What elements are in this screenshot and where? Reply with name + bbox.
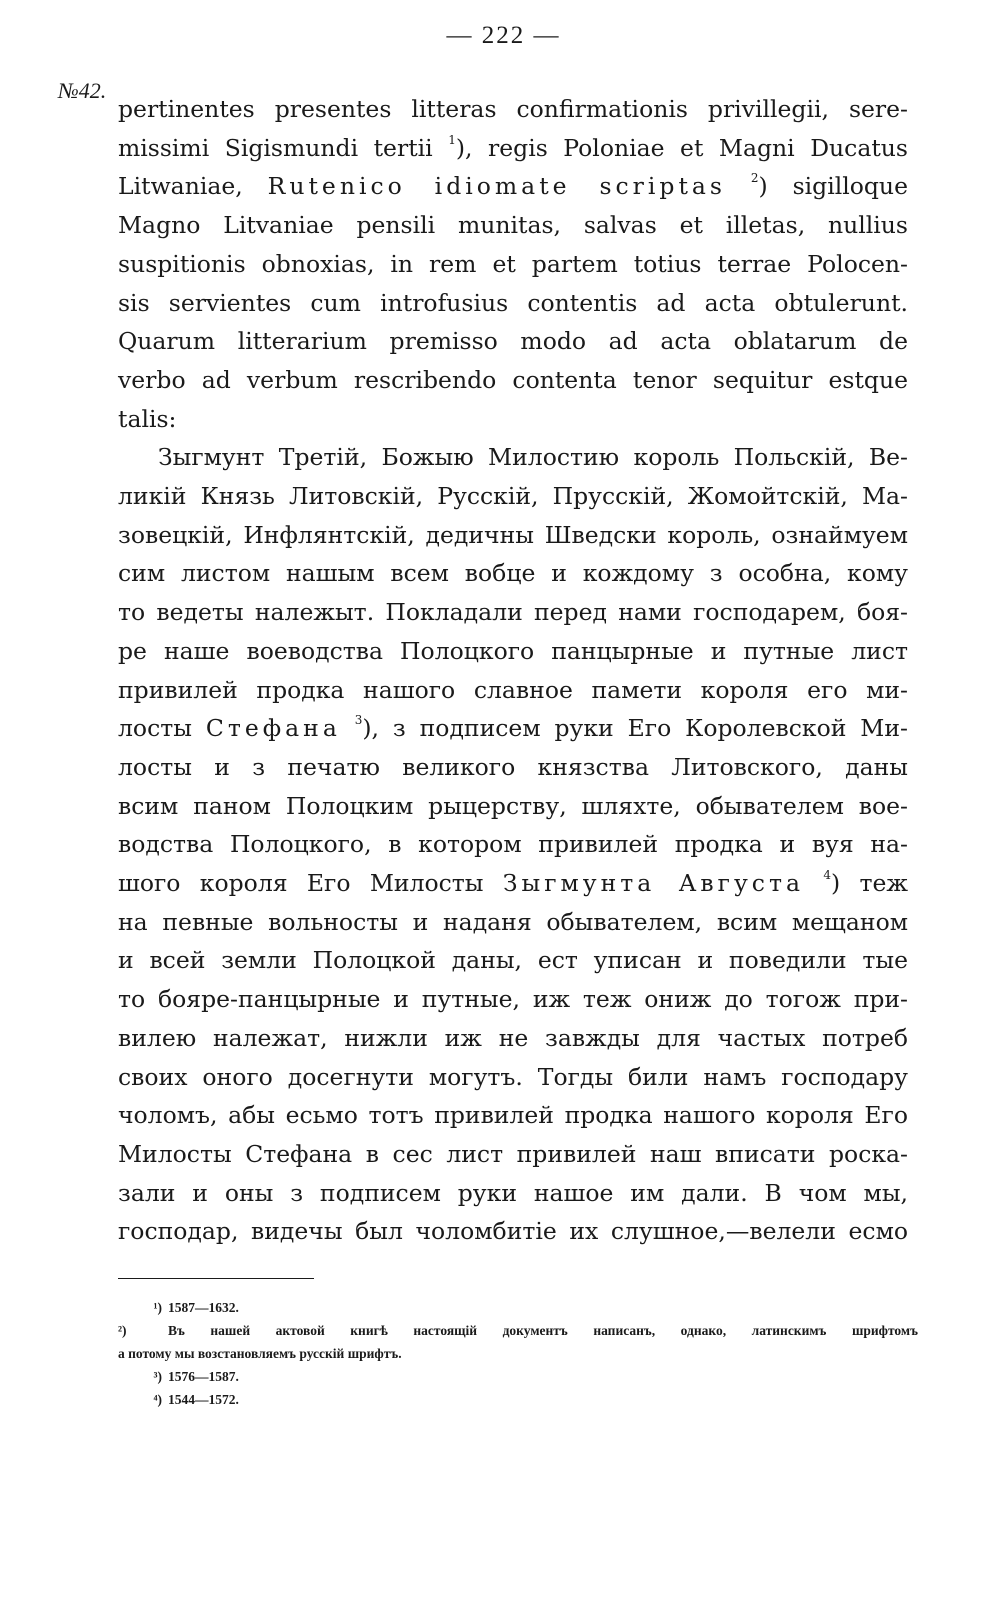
text-line: водства Полоцкого, в котором привилей продка и вуя на- bbox=[118, 830, 908, 859]
spaced-emphasis: Rutenico idiomate scriptas bbox=[267, 172, 726, 201]
text-line: вилею належат, нижли иж не завжды для частых потреб bbox=[118, 1023, 908, 1052]
text-line: шого короля Его Милосты Зыгмунта Августа $^4$) теж bbox=[118, 868, 908, 898]
text-line: sis servientes cum introfusius contentis ad acta obtulerunt. bbox=[118, 288, 908, 317]
footnote-ref: 2 bbox=[750, 171, 759, 186]
text-line: своих оного досегнути могутъ. Тогды били намъ господару bbox=[118, 1062, 908, 1091]
footnote: ¹) 1587—1632. bbox=[153, 1300, 239, 1315]
text-line: Magno Litvaniae pensili munitas, salvas et illetas, nullius bbox=[118, 211, 908, 240]
text-line: зовецкій, Инфлянтскій, дедичны Шведски король, ознаймуем bbox=[118, 520, 908, 549]
text-line: Зыгмунт Третій, Божыю Милостию король Польскій, Ве- bbox=[158, 443, 908, 472]
text-line: talis: bbox=[118, 404, 177, 433]
footnote-ref: 3 bbox=[354, 713, 363, 728]
footnote: ³) 1576—1587. bbox=[153, 1369, 239, 1384]
spaced-emphasis: Стефана bbox=[205, 714, 341, 743]
text-line: Litwaniae, Rutenico idiomate scriptas $^2$) sigilloque bbox=[118, 171, 908, 201]
text-line: зали и оны з подписем руки нашое им дали. В чом мы, bbox=[118, 1178, 908, 1207]
text-line: и всей земли Полоцкой даны, ест уписан и поведили тые bbox=[118, 946, 908, 975]
text-line: Quarum litterarium premisso modo ad acta oblatarum de bbox=[118, 327, 908, 356]
spaced-emphasis: Зыгмунта Августа bbox=[502, 869, 804, 898]
footnote-ref: 4 bbox=[823, 868, 831, 883]
document-number-marker: №42. bbox=[58, 78, 107, 103]
footnote: ²) Въ нашей актовой книгѣ настоящій документъ написанъ, однако, латинскимъ шрифтомъ bbox=[118, 1323, 918, 1338]
text-line: привилей продка нашого славное памети короля его ми- bbox=[118, 675, 908, 704]
main-text bbox=[118, 90, 908, 1251]
page-number: — 222 — bbox=[446, 22, 561, 49]
text-line: всим паном Полоцким рыцерству, шляхте, обывателем вое- bbox=[118, 791, 908, 820]
text-line: verbo ad verbum rescribendo contenta tenor sequitur estque bbox=[118, 365, 908, 394]
footnote-ref: 1 bbox=[448, 132, 456, 147]
text-line: на певные вольносты и наданя обывателем, всим мещаном bbox=[118, 907, 908, 936]
text-line: ре наше воеводства Полоцкого панцырные и путные лист bbox=[118, 636, 908, 665]
footnote: ⁴) 1544—1572. bbox=[153, 1392, 239, 1407]
text-line: Милосты Стефана в сес лист привилей наш вписати роска- bbox=[118, 1139, 908, 1168]
text-line: господар, видечы был чоломбитіе их слушное,—велели есмо bbox=[118, 1217, 908, 1246]
footnotes bbox=[118, 1296, 918, 1411]
text-line: лосты Стефана $^3$), з подписем руки Его Королевской Ми- bbox=[118, 713, 908, 743]
footnote-divider bbox=[118, 1278, 314, 1279]
text-line: pertinentes presentes litteras confirmationis privillegii, sere- bbox=[118, 95, 908, 123]
text-line: то бояре-панцырные и путные, иж теж ониж до тогож при- bbox=[118, 985, 908, 1014]
text-line: suspitionis obnoxias, in rem et partem totius terrae Polocen- bbox=[118, 249, 908, 278]
text-line: missimi Sigismundi tertii $^1$), regis Poloniae et Magni Ducatus bbox=[118, 132, 908, 162]
text-line: то ведеты належыт. Покладали перед нами господарем, боя- bbox=[118, 598, 908, 627]
footnote-continuation: а потому мы возстановляемъ русскій шрифтъ. bbox=[118, 1346, 402, 1361]
text-line: чоломъ, абы есьмо тотъ привилей продка нашого короля Его bbox=[118, 1101, 908, 1130]
text-line: сим листом нашым всем вобце и кождому з особна, кому bbox=[118, 559, 908, 588]
text-line: лосты и з печатю великого князства Литовского, даны bbox=[118, 752, 908, 781]
text-line: ликій Князь Литовскій, Русскій, Прусскій, Жомойтскій, Ма- bbox=[118, 482, 908, 511]
